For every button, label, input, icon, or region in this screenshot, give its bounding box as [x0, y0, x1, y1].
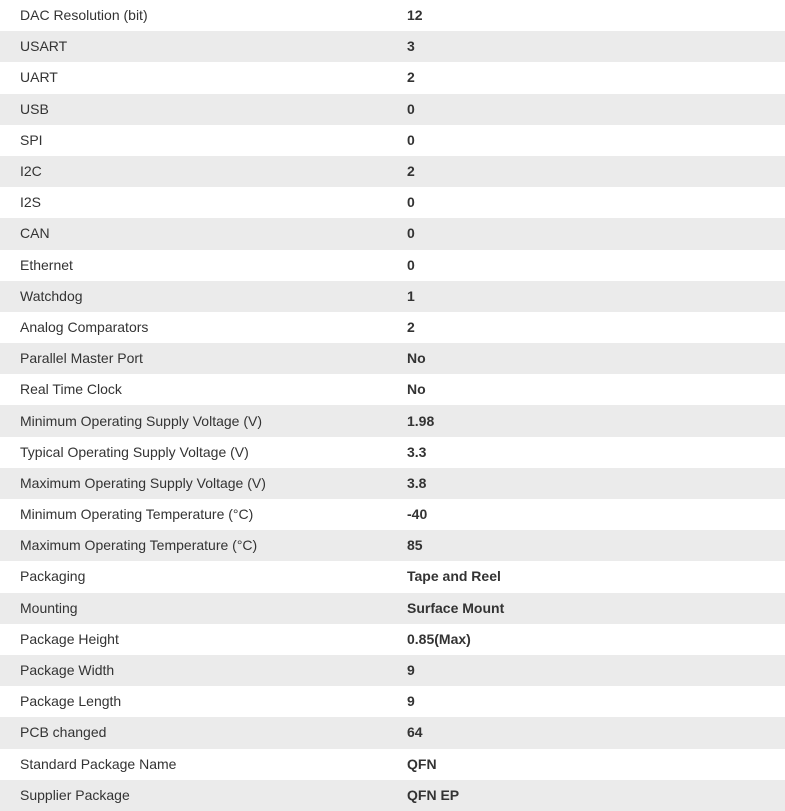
spec-value: Surface Mount: [407, 599, 505, 616]
spec-value: 3.8: [407, 474, 427, 491]
table-row: [0, 499, 785, 530]
spec-label: Packaging: [20, 568, 86, 585]
spec-value: 2: [407, 163, 415, 180]
spec-value: QFN EP: [407, 786, 460, 803]
table-row: [0, 624, 785, 655]
table-row: [0, 187, 785, 218]
spec-label: USB: [20, 100, 49, 117]
spec-value: 1.98: [407, 412, 435, 429]
spec-label: SPI: [20, 131, 43, 148]
spec-label: DAC Resolution (bit): [20, 7, 148, 24]
spec-label: USART: [20, 38, 68, 55]
spec-value: 64: [407, 724, 423, 741]
table-row: [0, 218, 785, 249]
spec-label: Minimum Operating Supply Voltage (V): [20, 412, 262, 429]
spec-value: 9: [407, 662, 415, 679]
spec-label: Supplier Package: [20, 786, 130, 803]
spec-value: 9: [407, 693, 415, 710]
table-row: [0, 31, 785, 62]
spec-label: Watchdog: [20, 287, 83, 304]
table-row: [0, 0, 785, 31]
table-row: [0, 343, 785, 374]
table-row: [0, 780, 785, 811]
table-row: [0, 530, 785, 561]
spec-label: Standard Package Name: [20, 755, 177, 772]
spec-value: No: [407, 381, 426, 398]
spec-value: 3.3: [407, 443, 427, 460]
spec-label: Package Height: [20, 630, 119, 647]
spec-label: PCB changed: [20, 724, 107, 741]
spec-label: Package Width: [20, 662, 115, 679]
table-row: [0, 312, 785, 343]
spec-label: Maximum Operating Supply Voltage (V): [20, 474, 266, 491]
spec-value: 3: [407, 38, 415, 55]
spec-label: Ethernet: [20, 256, 73, 273]
spec-value: QFN: [407, 755, 437, 772]
spec-value: 2: [407, 69, 415, 86]
spec-label: Maximum Operating Temperature (°C): [20, 537, 258, 554]
table-row: [0, 405, 785, 436]
table-row: [0, 125, 785, 156]
spec-label: Package Length: [20, 693, 122, 710]
spec-value: 85: [407, 537, 423, 554]
spec-value: No: [407, 350, 426, 367]
table-row: [0, 717, 785, 748]
table-row: [0, 374, 785, 405]
spec-value: 12: [407, 7, 423, 24]
spec-value: 1: [407, 287, 415, 304]
spec-label: CAN: [20, 225, 50, 242]
table-row: [0, 281, 785, 312]
spec-value: 0: [407, 194, 415, 211]
table-row: [0, 686, 785, 717]
table-row: [0, 561, 785, 592]
table-row: [0, 437, 785, 468]
spec-label: Parallel Master Port: [20, 350, 143, 367]
spec-value: 0: [407, 256, 415, 273]
table-row: [0, 749, 785, 780]
spec-label: I2S: [20, 194, 42, 211]
spec-value: 0: [407, 100, 415, 117]
spec-label: Typical Operating Supply Voltage (V): [20, 443, 249, 460]
table-row: [0, 593, 785, 624]
spec-value: Tape and Reel: [407, 568, 501, 585]
spec-value: -40: [407, 506, 428, 523]
table-row: [0, 250, 785, 281]
spec-label: I2C: [20, 163, 42, 180]
spec-label: Mounting: [20, 599, 78, 616]
table-row: [0, 468, 785, 499]
spec-label: Analog Comparators: [20, 318, 149, 335]
table-row: [0, 655, 785, 686]
spec-value: 0: [407, 131, 415, 148]
spec-label: Minimum Operating Temperature (°C): [20, 506, 254, 523]
table-row: [0, 62, 785, 93]
table-row: [0, 156, 785, 187]
spec-value: 2: [407, 318, 415, 335]
table-row: [0, 94, 785, 125]
spec-label: UART: [20, 69, 58, 86]
spec-value: 0: [407, 225, 415, 242]
spec-label: Real Time Clock: [20, 381, 122, 398]
spec-value: 0.85(Max): [407, 630, 471, 647]
